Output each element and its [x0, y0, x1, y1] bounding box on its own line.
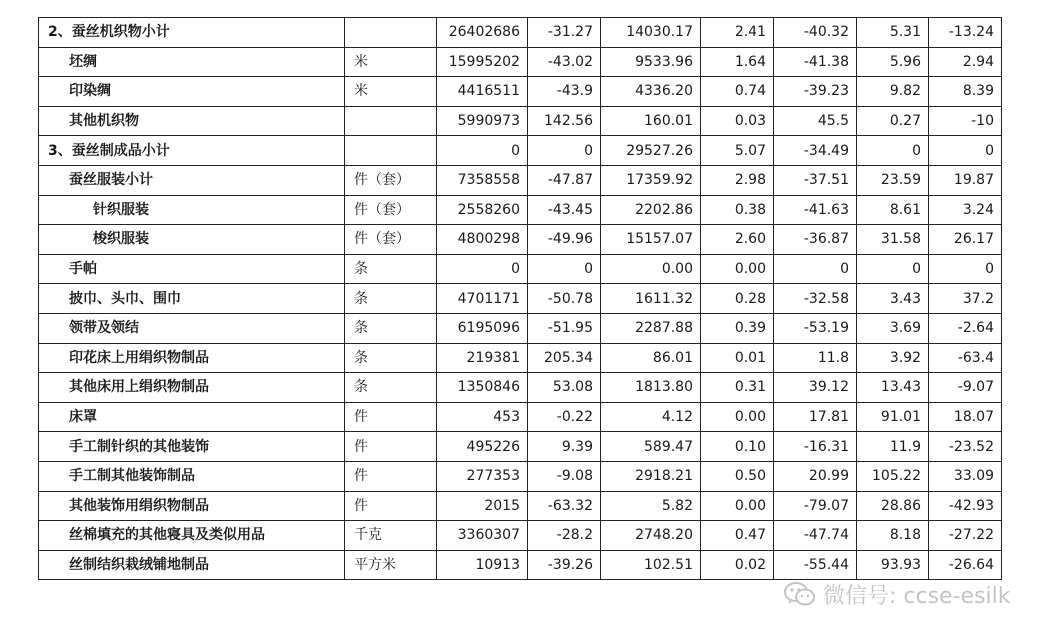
value-cell: 8.61: [857, 195, 929, 225]
value-cell: 160.01: [601, 106, 701, 136]
value-cell: 14030.17: [601, 18, 701, 48]
value-cell: -9.08: [528, 461, 601, 491]
value-cell: 5.96: [857, 47, 929, 77]
value-cell: -43.02: [528, 47, 601, 77]
value-cell: 4701171: [437, 284, 528, 314]
row-label: 梭织服装: [39, 225, 345, 255]
value-cell: -39.23: [774, 77, 857, 107]
value-cell: 4800298: [437, 225, 528, 255]
value-cell: 0.01: [701, 343, 774, 373]
value-cell: -63.32: [528, 491, 601, 521]
value-cell: 8.39: [929, 77, 1002, 107]
value-cell: -28.2: [528, 521, 601, 551]
table-row: [39, 136, 1002, 166]
value-cell: 6195096: [437, 313, 528, 343]
value-cell: -37.51: [774, 165, 857, 195]
value-cell: -10: [929, 106, 1002, 136]
value-cell: 2287.88: [601, 313, 701, 343]
value-cell: 277353: [437, 461, 528, 491]
value-cell: 9533.96: [601, 47, 701, 77]
value-cell: 3360307: [437, 521, 528, 551]
table-row: [39, 284, 1002, 314]
value-cell: 17.81: [774, 402, 857, 432]
value-cell: 4416511: [437, 77, 528, 107]
value-cell: -43.9: [528, 77, 601, 107]
value-cell: -42.93: [929, 491, 1002, 521]
value-cell: 23.59: [857, 165, 929, 195]
value-cell: 0: [774, 254, 857, 284]
value-cell: -47.87: [528, 165, 601, 195]
value-cell: -50.78: [528, 284, 601, 314]
table-row: [39, 18, 1002, 48]
value-cell: 105.22: [857, 461, 929, 491]
value-cell: 142.56: [528, 106, 601, 136]
value-cell: -51.95: [528, 313, 601, 343]
value-cell: 5.07: [701, 136, 774, 166]
unit-cell: 条: [345, 343, 437, 373]
value-cell: -9.07: [929, 373, 1002, 403]
value-cell: 0: [857, 136, 929, 166]
unit-cell: 千克: [345, 521, 437, 551]
value-cell: -16.31: [774, 432, 857, 462]
table-row: [39, 254, 1002, 284]
value-cell: 11.9: [857, 432, 929, 462]
value-cell: -36.87: [774, 225, 857, 255]
value-cell: 5.82: [601, 491, 701, 521]
value-cell: -49.96: [528, 225, 601, 255]
row-label: 3、蚕丝制成品小计: [39, 136, 345, 166]
table-row: [39, 106, 1002, 136]
value-cell: -31.27: [528, 18, 601, 48]
value-cell: -39.26: [528, 550, 601, 580]
value-cell: 86.01: [601, 343, 701, 373]
value-cell: 5.31: [857, 18, 929, 48]
row-label: 床罩: [39, 402, 345, 432]
value-cell: 15157.07: [601, 225, 701, 255]
value-cell: 3.43: [857, 284, 929, 314]
wechat-icon: [783, 580, 817, 608]
row-label: 手帕: [39, 254, 345, 284]
table-row: [39, 521, 1002, 551]
value-cell: 33.09: [929, 461, 1002, 491]
value-cell: -40.32: [774, 18, 857, 48]
table-row: [39, 343, 1002, 373]
value-cell: -34.49: [774, 136, 857, 166]
value-cell: 2558260: [437, 195, 528, 225]
row-label: 手工制其他装饰制品: [39, 461, 345, 491]
watermark-text: 微信号: ccse-esilk: [823, 583, 1011, 609]
value-cell: 1813.80: [601, 373, 701, 403]
value-cell: 0: [929, 136, 1002, 166]
value-cell: 3.69: [857, 313, 929, 343]
value-cell: 28.86: [857, 491, 929, 521]
unit-cell: 米: [345, 77, 437, 107]
value-cell: -53.19: [774, 313, 857, 343]
unit-cell: 条: [345, 284, 437, 314]
value-cell: 8.18: [857, 521, 929, 551]
value-cell: 11.8: [774, 343, 857, 373]
value-cell: 13.43: [857, 373, 929, 403]
value-cell: 20.99: [774, 461, 857, 491]
table-row: [39, 195, 1002, 225]
value-cell: 0.28: [701, 284, 774, 314]
value-cell: -43.45: [528, 195, 601, 225]
value-cell: 2015: [437, 491, 528, 521]
value-cell: -27.22: [929, 521, 1002, 551]
row-label: 坯绸: [39, 47, 345, 77]
row-label: 手工制针织的其他装饰: [39, 432, 345, 462]
table-row: [39, 402, 1002, 432]
value-cell: 0.47: [701, 521, 774, 551]
value-cell: 10913: [437, 550, 528, 580]
unit-cell: 件: [345, 491, 437, 521]
row-label: 丝棉填充的其他寝具及类似用品: [39, 521, 345, 551]
value-cell: -23.52: [929, 432, 1002, 462]
value-cell: 45.5: [774, 106, 857, 136]
unit-cell: 件（套）: [345, 195, 437, 225]
value-cell: 53.08: [528, 373, 601, 403]
value-cell: 0.39: [701, 313, 774, 343]
row-label: 2、蚕丝机织物小计: [39, 18, 345, 48]
value-cell: 18.07: [929, 402, 1002, 432]
table-row: [39, 77, 1002, 107]
value-cell: 5990973: [437, 106, 528, 136]
value-cell: 37.2: [929, 284, 1002, 314]
value-cell: -13.24: [929, 18, 1002, 48]
unit-cell: 件: [345, 432, 437, 462]
value-cell: 2918.21: [601, 461, 701, 491]
unit-cell: 平方米: [345, 550, 437, 580]
value-cell: -41.38: [774, 47, 857, 77]
value-cell: 0: [929, 254, 1002, 284]
value-cell: -63.4: [929, 343, 1002, 373]
table-row: [39, 491, 1002, 521]
table-row: [39, 165, 1002, 195]
value-cell: 19.87: [929, 165, 1002, 195]
value-cell: 0.31: [701, 373, 774, 403]
unit-cell: [345, 136, 437, 166]
table-row: [39, 373, 1002, 403]
value-cell: 0.00: [701, 254, 774, 284]
value-cell: 495226: [437, 432, 528, 462]
value-cell: 26402686: [437, 18, 528, 48]
row-label: 其他机织物: [39, 106, 345, 136]
unit-cell: [345, 18, 437, 48]
value-cell: 1611.32: [601, 284, 701, 314]
value-cell: 9.39: [528, 432, 601, 462]
table-body: [39, 18, 1002, 580]
wechat-watermark: [783, 579, 1011, 609]
table-row: [39, 47, 1002, 77]
value-cell: 9.82: [857, 77, 929, 107]
value-cell: 0.74: [701, 77, 774, 107]
table-row: [39, 313, 1002, 343]
value-cell: 3.24: [929, 195, 1002, 225]
unit-cell: 件: [345, 461, 437, 491]
value-cell: 2.60: [701, 225, 774, 255]
table-row: [39, 461, 1002, 491]
table-row: [39, 432, 1002, 462]
value-cell: -41.63: [774, 195, 857, 225]
value-cell: 93.93: [857, 550, 929, 580]
unit-cell: [345, 106, 437, 136]
value-cell: 26.17: [929, 225, 1002, 255]
value-cell: 3.92: [857, 343, 929, 373]
value-cell: 0: [528, 136, 601, 166]
unit-cell: 件: [345, 402, 437, 432]
silk-export-table: [38, 17, 1002, 580]
value-cell: 453: [437, 402, 528, 432]
row-label: 蚕丝服装小计: [39, 165, 345, 195]
value-cell: 589.47: [601, 432, 701, 462]
row-label: 印染绸: [39, 77, 345, 107]
value-cell: 4336.20: [601, 77, 701, 107]
unit-cell: 件（套）: [345, 165, 437, 195]
row-label: 披巾、头巾、围巾: [39, 284, 345, 314]
value-cell: 1.64: [701, 47, 774, 77]
value-cell: 0.50: [701, 461, 774, 491]
value-cell: 0.38: [701, 195, 774, 225]
value-cell: 0.02: [701, 550, 774, 580]
value-cell: 2.41: [701, 18, 774, 48]
value-cell: 7358558: [437, 165, 528, 195]
value-cell: 39.12: [774, 373, 857, 403]
value-cell: 0.27: [857, 106, 929, 136]
value-cell: 91.01: [857, 402, 929, 432]
unit-cell: 米: [345, 47, 437, 77]
value-cell: 29527.26: [601, 136, 701, 166]
row-label: 领带及领结: [39, 313, 345, 343]
value-cell: 0: [437, 136, 528, 166]
value-cell: 2748.20: [601, 521, 701, 551]
value-cell: 2.94: [929, 47, 1002, 77]
value-cell: 0.00: [701, 491, 774, 521]
value-cell: 0: [437, 254, 528, 284]
row-label: 其他床用上绢织物制品: [39, 373, 345, 403]
value-cell: 17359.92: [601, 165, 701, 195]
unit-cell: 条: [345, 373, 437, 403]
value-cell: 219381: [437, 343, 528, 373]
value-cell: 31.58: [857, 225, 929, 255]
row-label: 丝制结织栽绒铺地制品: [39, 550, 345, 580]
value-cell: 2202.86: [601, 195, 701, 225]
value-cell: 2.98: [701, 165, 774, 195]
value-cell: -55.44: [774, 550, 857, 580]
value-cell: -32.58: [774, 284, 857, 314]
value-cell: 102.51: [601, 550, 701, 580]
unit-cell: 条: [345, 313, 437, 343]
row-label: 印花床上用绢织物制品: [39, 343, 345, 373]
unit-cell: 件（套）: [345, 225, 437, 255]
unit-cell: 条: [345, 254, 437, 284]
value-cell: -0.22: [528, 402, 601, 432]
value-cell: 0.10: [701, 432, 774, 462]
row-label: 针织服装: [39, 195, 345, 225]
row-label: 其他装饰用绢织物制品: [39, 491, 345, 521]
value-cell: 4.12: [601, 402, 701, 432]
value-cell: -26.64: [929, 550, 1002, 580]
value-cell: 0.03: [701, 106, 774, 136]
value-cell: -79.07: [774, 491, 857, 521]
value-cell: 205.34: [528, 343, 601, 373]
table-row: [39, 550, 1002, 580]
value-cell: -47.74: [774, 521, 857, 551]
value-cell: 0.00: [601, 254, 701, 284]
value-cell: 0: [857, 254, 929, 284]
value-cell: 0: [528, 254, 601, 284]
value-cell: 1350846: [437, 373, 528, 403]
value-cell: -2.64: [929, 313, 1002, 343]
value-cell: 15995202: [437, 47, 528, 77]
table-row: [39, 225, 1002, 255]
value-cell: 0.00: [701, 402, 774, 432]
